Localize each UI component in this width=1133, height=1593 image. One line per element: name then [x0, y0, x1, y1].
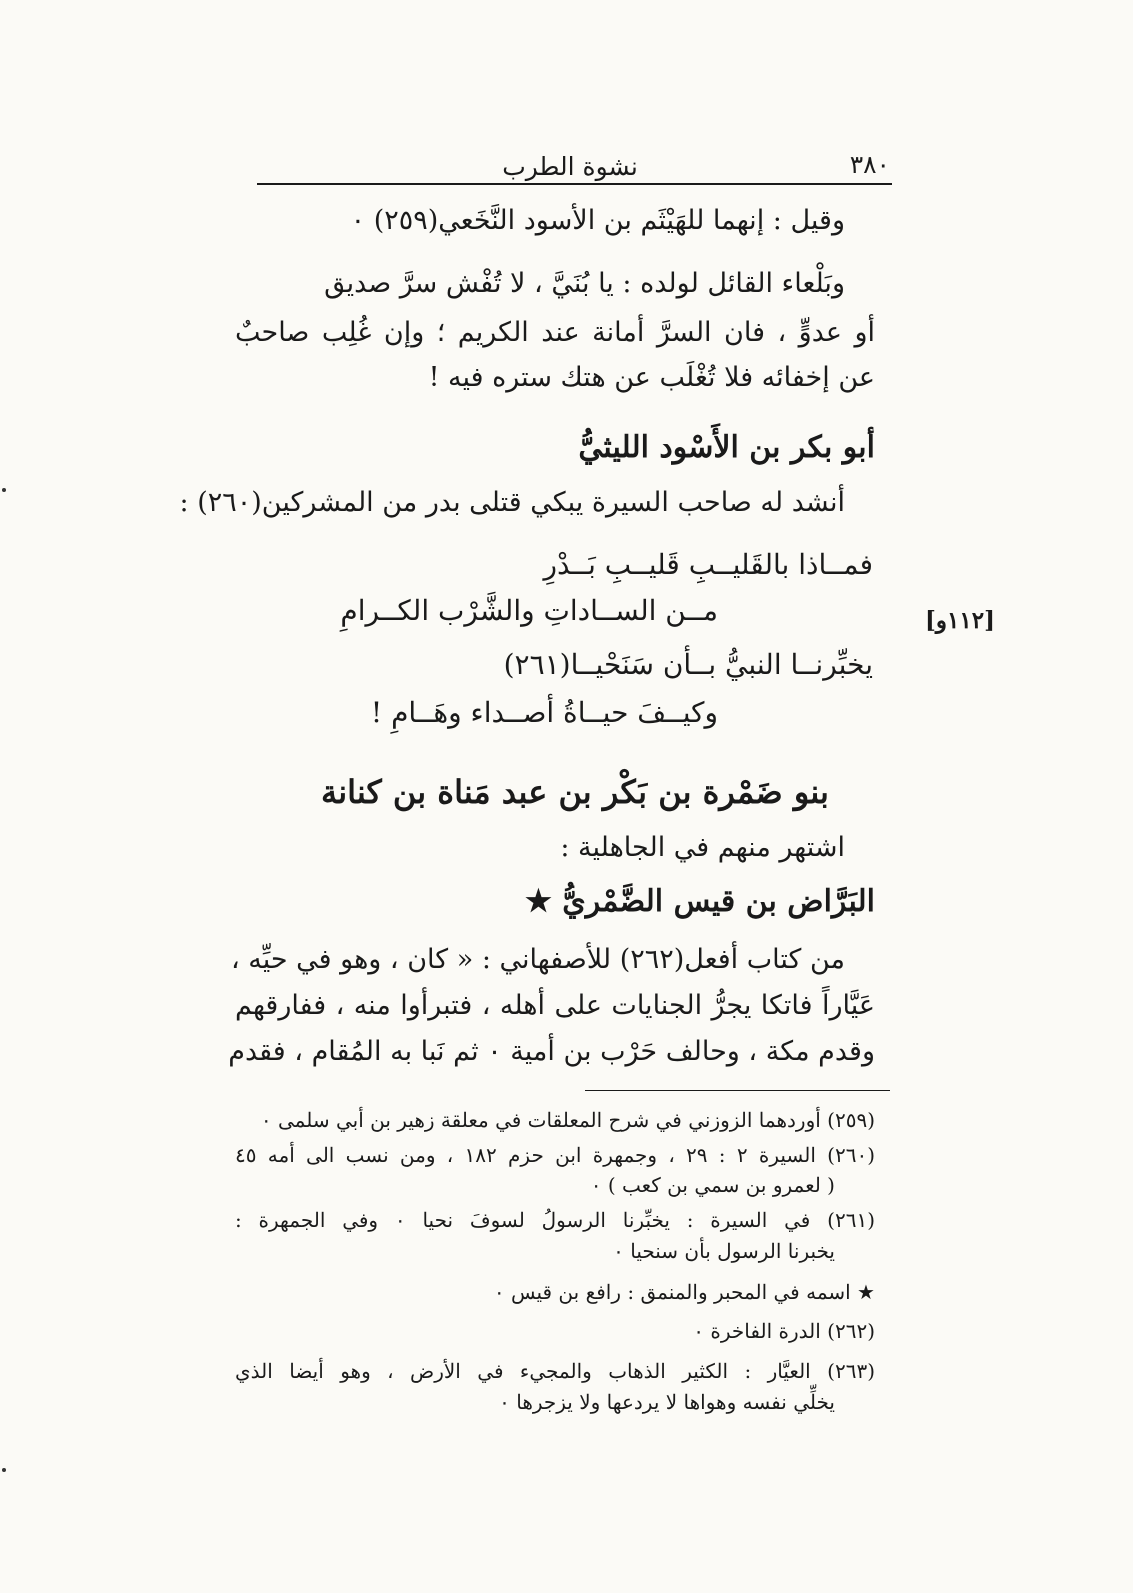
verse-2-second-hemistich: وكيــفَ حيــاةُ أصــداء وهَــامِ !: [370, 696, 718, 729]
heading-banu-damra: بنو ضَمْرة بن بَكْر بن عبد مَناة بن كنانة: [321, 773, 829, 811]
footnote-261-line-2: يخبرنا الرسول بأن سنحيا ٠: [613, 1239, 835, 1263]
footnote-263-line-1: (٢٦٣) العيَّار : الكثير الذهاب والمجيء في الأرض ، وهو أيضا الذي: [235, 1359, 875, 1383]
paragraph-3: أنشد له صاحب السيرة يبكي قتلى بدر من المشركين(٢٦٠) :: [179, 487, 845, 518]
paragraph-2-line-1: وبَلْعاء القائل لولده : يا بُنَيَّ ، لا تُفْش سرَّ صديق: [324, 268, 845, 299]
paragraph-5-line-3: وقدم مكة ، وحالف حَرْب بن أمية ٠ ثم نَبا به المُقام ، فقدم: [228, 1036, 875, 1067]
scan-edge-mark: [2, 1468, 6, 1472]
manuscript-folio-note: [١١٢و]: [925, 607, 995, 634]
footnote-262: (٢٦٢) الدرة الفاخرة ٠: [693, 1319, 875, 1343]
running-title: نشوة الطرب: [502, 152, 638, 181]
paragraph-2-line-3: عن إخفائه فلا تُغْلَب عن هتك ستره فيه !: [428, 362, 875, 393]
verse-1-second-hemistich: مــن الســاداتِ والشَّرْب الكــرامِ: [340, 594, 718, 627]
footnote-rule: [585, 1090, 890, 1091]
page-number: ٣٨٠: [849, 150, 890, 179]
footnote-259: (٢٥٩) أوردهما الزوزني في شرح المعلقات في معلقة زهير بن أبي سلمى ٠: [260, 1108, 875, 1132]
paragraph-5-line-2: عَيَّاراً فاتكا يجرُّ الجنايات على أهله ، فتبرأوا منه ، ففارقهم: [235, 990, 875, 1021]
scan-edge-mark: [2, 488, 6, 492]
heading-abu-bakr: أبو بكر بن الأَسْود الليثيُّ: [578, 430, 875, 465]
header-rule: [257, 183, 892, 185]
footnote-star: ★ اسمه في المحبر والمنمق : رافع بن قيس ٠: [493, 1280, 875, 1304]
paragraph-2-line-2: أو عدوٍّ ، فان السرَّ أمانة عند الكريم ؛ وإن غُلِب صاحبٌ: [235, 317, 875, 348]
footnote-263-line-2: يخلِّي نفسه وهواها لا يردعها ولا يزجرها ٠: [499, 1390, 835, 1414]
footnote-260-line-2: ( لعمرو بن سمي بن كعب ) ٠: [590, 1173, 835, 1197]
heading-barrad: البَرَّاض بن قيس الضَّمْريُّ ★: [524, 884, 875, 919]
footnote-261-line-1: (٢٦١) في السيرة : يخبِّرنا الرسولُ لسوفَ نحيا ٠ وفي الجمهرة :: [235, 1208, 876, 1232]
paragraph-5-line-1: من كتاب أفعل(٢٦٢) للأصفهاني : « كان ، وهو في حيِّه ،: [230, 944, 845, 975]
footnote-260-line-1: (٢٦٠) السيرة ٢ : ٢٩ ، وجمهرة ابن حزم ١٨٢ ، ومن نسب الى أمه ٤٥: [235, 1143, 876, 1167]
verse-2-first-hemistich: يخبِّرنــا النبيُّ بــأن سَنَحْيــا(٢٦١): [503, 648, 873, 681]
verse-1-first-hemistich: فمــاذا بالقَليــبِ قَليــبِ بَــدْرِ: [543, 548, 873, 581]
paragraph-4: اشتهر منهم في الجاهلية :: [560, 832, 845, 863]
paragraph-1: وقيل : إنهما للهَيْثَم بن الأسود النَّخَعي(٢٥٩) ٠: [350, 205, 845, 236]
